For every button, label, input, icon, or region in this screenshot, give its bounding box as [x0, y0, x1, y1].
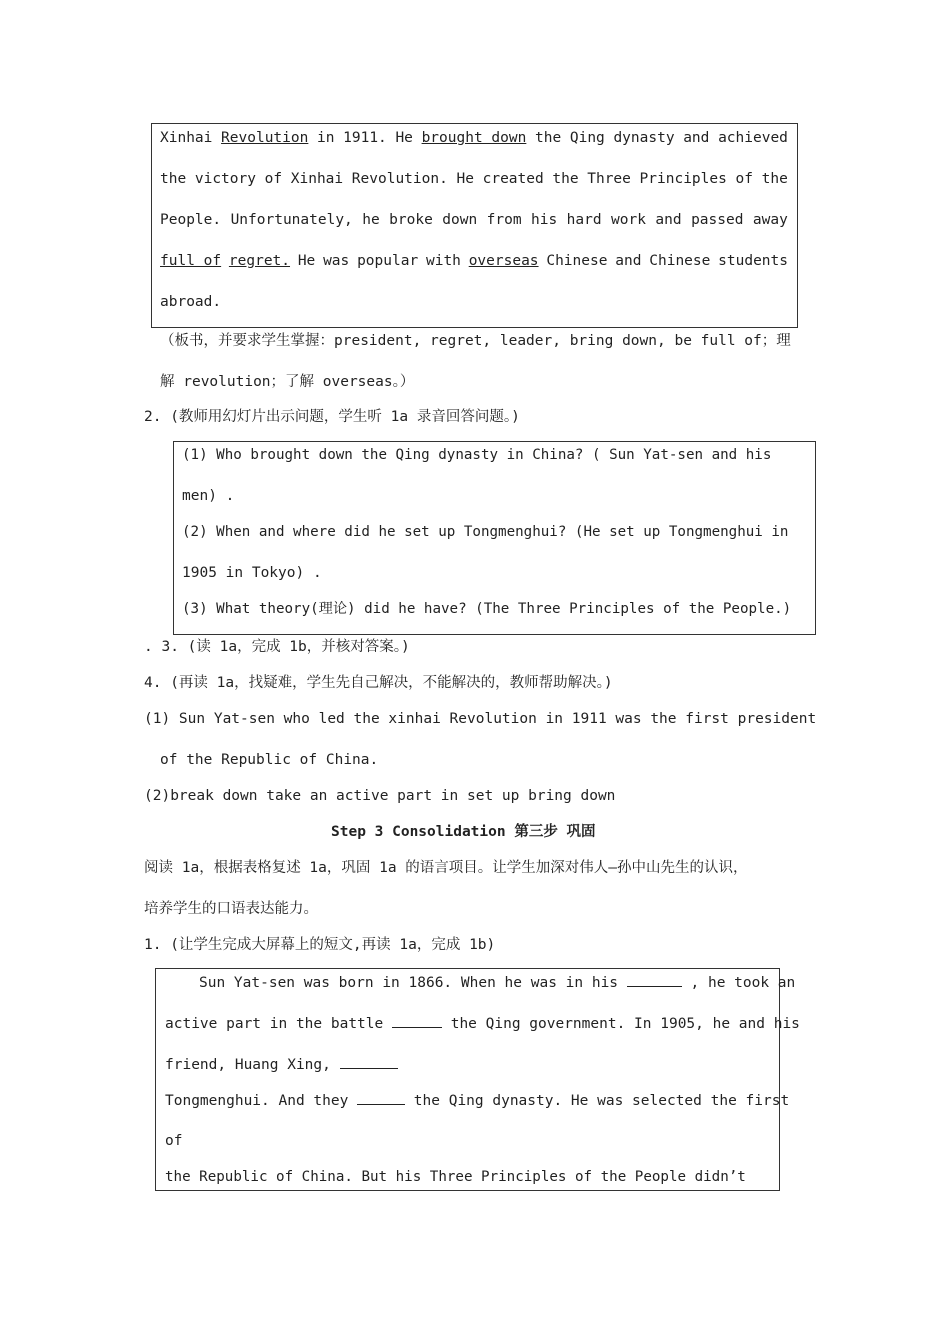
cloze-line-5: of	[165, 1133, 183, 1149]
instruction-4: 4. (再读 1a，找疑难，学生先自己解决，不能解决的，教师帮助解决。)	[144, 675, 613, 691]
cloze-line-2: active part in the battle the Qing government. In 1905, he and his	[165, 1013, 800, 1034]
instruction-1: 1. (让学生完成大屏幕上的短文,再读 1a，完成 1b)	[144, 937, 496, 953]
underlined-word: regret.	[228, 253, 291, 269]
passage-line-4: full of regret. He was popular with overseas Chinese and Chinese students	[160, 253, 788, 269]
language-point-2: (2)break down take an active part in set up bring down	[144, 788, 616, 804]
answer-blank[interactable]	[340, 1054, 398, 1069]
underlined-phrase: brought down	[421, 130, 527, 146]
question-2-line-2: 1905 in Tokyo) .	[182, 565, 322, 581]
teacher-note-line-2: 解 revolution；了解 overseas。）	[160, 374, 415, 390]
consolidation-line-2: 培养学生的口语表达能力。	[144, 901, 318, 917]
answer-blank[interactable]	[627, 972, 682, 987]
cloze-line-4: Tongmenghui. And they the Qing dynasty. He was selected the first	[165, 1090, 789, 1111]
language-point-1-line-1: (1) Sun Yat-sen who led the xinhai Revolution in 1911 was the first president	[144, 711, 817, 727]
passage-line-5: abroad.	[160, 294, 222, 310]
cloze-line-1: Sun Yat-sen was born in 1866. When he was in his , he took an	[199, 972, 795, 993]
question-3: (3) What theory(理论) did he have? (The Three Principles of the People.)	[182, 601, 792, 617]
consolidation-line-1: 阅读 1a，根据表格复述 1a，巩固 1a 的语言项目。让学生加深对伟人—孙中山先生的认识，	[144, 860, 748, 876]
question-1-line-2: men) .	[182, 488, 235, 504]
language-point-1-line-2: of the Republic of China.	[160, 752, 379, 768]
answer-blank[interactable]	[392, 1013, 442, 1028]
passage-line-1: Xinhai Revolution in 1911. He brought down the Qing dynasty and achieved	[160, 130, 788, 146]
instruction-3: . 3. (读 1a，完成 1b，并核对答案。)	[144, 639, 410, 655]
cloze-line-6: the Republic of China. But his Three Principles of the People didn’t	[165, 1169, 746, 1185]
question-1-line-1: (1) Who brought down the Qing dynasty in China? ( Sun Yat-sen and his	[182, 447, 772, 463]
passage-line-2: the victory of Xinhai Revolution. He created the Three Principles of the	[160, 171, 788, 187]
step3-heading: Step 3 Consolidation 第三步 巩固	[331, 824, 596, 840]
underlined-word: overseas	[468, 253, 539, 269]
question-2-line-1: (2) When and where did he set up Tongmenghui? (He set up Tongmenghui in	[182, 524, 789, 540]
answer-blank[interactable]	[357, 1090, 405, 1105]
cloze-line-3: friend, Huang Xing,	[165, 1054, 398, 1075]
fill-in-box	[155, 968, 780, 1191]
underlined-word: Revolution	[221, 130, 309, 146]
passage-line-3: People. Unfortunately, he broke down from his hard work and passed away	[160, 212, 788, 228]
instruction-2: 2. (教师用幻灯片出示问题，学生听 1a 录音回答问题。)	[144, 409, 520, 425]
teacher-note-line-1: （板书，并要求学生掌握：president, regret, leader, bring down, be full of；理	[160, 333, 791, 349]
underlined-phrase: full of	[160, 253, 222, 269]
